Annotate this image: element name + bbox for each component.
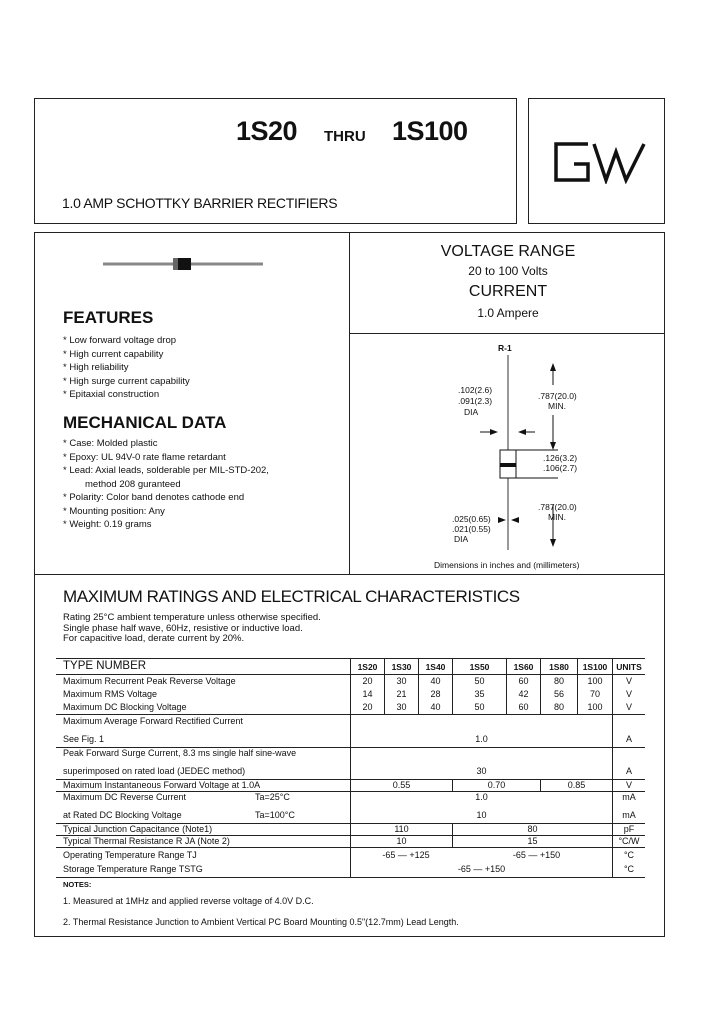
vf-unit: V (625, 780, 632, 790)
mechanical-item: * Epoxy: UL 94V-0 rate flame retardant (63, 451, 226, 463)
avg-current-label: Maximum Average Forward Rectified Current (63, 716, 243, 726)
note-item: 2. Thermal Resistance Junction to Ambient Vertical PC Board Mounting 0.5"(12.7mm) Lead Length. (63, 917, 459, 927)
row-value: 56 (553, 689, 564, 699)
part-to-title: 1S100 (392, 116, 468, 146)
storage-temp-unit: °C (623, 864, 635, 874)
ir-condition-2: Ta=100°C (255, 810, 295, 820)
cap-unit: pF (623, 824, 635, 834)
dimensions-note: Dimensions in inches and (millimeters) (434, 560, 580, 570)
lead-dia-label: DIA (464, 407, 479, 417)
features-title: FEATURES (63, 308, 154, 327)
lead-length-min: MIN. (548, 401, 566, 411)
voltage-range-label: VOLTAGE RANGE (440, 243, 576, 260)
avg-current-unit: A (625, 734, 632, 744)
mechanical-list (63, 437, 269, 532)
avg-current-label-2: See Fig. 1 (63, 734, 105, 744)
lead-length-dim: .787(20.0) (538, 391, 577, 401)
model-header: 1S40 (425, 662, 446, 672)
row-value: 20 (362, 676, 373, 686)
model-header: 1S80 (549, 662, 569, 672)
ir-value: 1.0 (475, 792, 488, 802)
surge-label-2: superimposed on rated load (JEDEC method) (63, 766, 246, 776)
surge-value: 30 (476, 766, 487, 776)
subtitle: 1.0 AMP SCHOTTKY BARRIER RECTIFIERS (62, 195, 338, 211)
ratings-intro-line: For capacitive load, derate current by 20%. (63, 633, 245, 644)
op-temp-unit: °C (623, 850, 635, 860)
storage-temp-value: -65 — +150 (457, 864, 506, 874)
row-value: 40 (430, 702, 441, 712)
cap-label: Typical Junction Capacitance (Note1) (63, 824, 213, 834)
row-label: Maximum Recurrent Peak Reverse Voltage (63, 676, 236, 686)
avg-current-value: 1.0 (475, 734, 488, 744)
ir-unit-2: mA (622, 810, 636, 820)
thermal-value: 15 (527, 836, 538, 846)
features-item: * Epitaxial construction (63, 389, 160, 400)
row-value: 70 (589, 689, 600, 699)
op-temp-label: Operating Temperature Range TJ (63, 850, 197, 860)
ir-condition: Ta=25°C (255, 792, 290, 802)
vf-value: 0.55 (392, 780, 411, 790)
lead-length-min-lower: MIN. (548, 512, 566, 522)
lead-length-dim-lower: .787(20.0) (538, 502, 577, 512)
package-label: R-1 (498, 343, 512, 353)
gw-logo (552, 140, 648, 184)
notes-title: NOTES: (63, 880, 92, 889)
surge-unit: A (625, 766, 632, 776)
vf-value: 0.70 (487, 780, 506, 790)
mechanical-item: * Mounting position: Any (63, 505, 165, 517)
vf-label: Maximum Instantaneous Forward Voltage at 1.0A (63, 780, 261, 790)
row-value: 80 (553, 676, 564, 686)
row-value: 50 (474, 676, 485, 686)
model-header: 1S100 (582, 662, 608, 672)
ir-unit: mA (622, 792, 636, 802)
row-label: Maximum DC Blocking Voltage (63, 702, 187, 712)
body-length-dim: .126(3.2) (543, 453, 578, 463)
thermal-value: 10 (396, 836, 407, 846)
op-temp-value: -65 — +150 (512, 850, 561, 860)
lead-dia-dim-2: .091(2.3) (458, 396, 493, 406)
row-value: 60 (518, 676, 529, 686)
mechanical-item: * Polarity: Color band denotes cathode end (63, 492, 245, 503)
model-header: 1S60 (513, 662, 534, 672)
row-value: 30 (396, 676, 407, 686)
row-value: 14 (362, 689, 373, 699)
units-header: UNITS (616, 662, 642, 672)
ratings-intro-line: Single phase half wave, 60Hz, resistive or inductive load. (63, 622, 303, 634)
op-temp-value: -65 — +125 (382, 850, 430, 860)
mechanical-item: * Case: Molded plastic (63, 438, 158, 449)
surge-label: Peak Forward Surge Current, 8.3 ms single half sine-wave (63, 748, 297, 758)
part-from-title: 1S20 (236, 116, 298, 146)
row-value: 100 (587, 676, 603, 686)
current-value: 1.0 Ampere (477, 306, 539, 320)
ratings-intro (63, 613, 321, 645)
thru-label: THRU (324, 128, 366, 145)
row-value: 42 (518, 689, 529, 699)
wire-dia-dim: .025(0.65) (452, 514, 491, 524)
row-value: 20 (362, 702, 373, 712)
body-length-dim-2: .106(2.7) (543, 463, 578, 473)
cap-value: 80 (527, 824, 538, 834)
wire-dia-label: DIA (454, 534, 469, 544)
mechanical-item: * Weight: 0.19 grams (63, 519, 152, 530)
lead-dia-dim: .102(2.6) (458, 385, 493, 395)
features-item: * High current capability (63, 348, 164, 360)
cap-value: 110 (394, 824, 409, 834)
features-list (63, 334, 190, 402)
row-label: Maximum RMS Voltage (63, 689, 158, 699)
ir-value-2: 10 (476, 810, 487, 820)
ratings-title: MAXIMUM RATINGS AND ELECTRICAL CHARACTERISTICS (63, 587, 520, 606)
row-unit: V (625, 676, 632, 686)
vf-value: 0.85 (567, 780, 586, 790)
ir-label: Maximum DC Reverse Current (63, 792, 187, 802)
row-value: 28 (430, 689, 441, 699)
row-value: 40 (430, 676, 441, 686)
ir-label-2: at Rated DC Blocking Voltage (63, 810, 182, 820)
spec-divider (349, 333, 665, 334)
row-value: 100 (587, 702, 603, 712)
model-header: 1S20 (357, 662, 378, 672)
features-item: * High surge current capability (63, 375, 190, 387)
mechanical-item: * Lead: Axial leads, solderable per MIL-STD-202, (63, 465, 269, 476)
main-divider-horizontal (34, 574, 665, 575)
row-value: 35 (474, 689, 485, 699)
row-value: 21 (396, 689, 407, 699)
row-value: 30 (396, 702, 407, 712)
row-unit: V (625, 689, 632, 699)
row-value: 80 (553, 702, 564, 712)
row-unit: V (625, 702, 632, 712)
storage-temp-label: Storage Temperature Range TSTG (63, 864, 203, 874)
type-number-header: TYPE NUMBER (63, 660, 147, 672)
row-value: 50 (474, 702, 485, 712)
mechanical-item: method 208 guranteed (85, 478, 181, 490)
model-header: 1S30 (391, 662, 412, 672)
features-item: * Low forward voltage drop (63, 335, 177, 346)
model-header: 1S50 (469, 662, 490, 672)
mechanical-title: MECHANICAL DATA (63, 413, 227, 432)
row-value: 60 (518, 702, 529, 712)
diode-icon (103, 256, 263, 272)
thermal-unit: °C/W (618, 836, 640, 846)
ratings-intro-line: Rating 25°C ambient temperature unless otherwise specified. (63, 612, 321, 623)
features-item: * High reliability (63, 362, 129, 373)
wire-dia-dim-2: .021(0.55) (452, 524, 491, 534)
note-item: 1. Measured at 1MHz and applied reverse voltage of 4.0V D.C. (63, 896, 314, 906)
voltage-range-value: 20 to 100 Volts (468, 264, 548, 278)
thermal-label: Typical Thermal Resistance R JA (Note 2) (63, 836, 230, 846)
current-label: CURRENT (468, 283, 548, 300)
